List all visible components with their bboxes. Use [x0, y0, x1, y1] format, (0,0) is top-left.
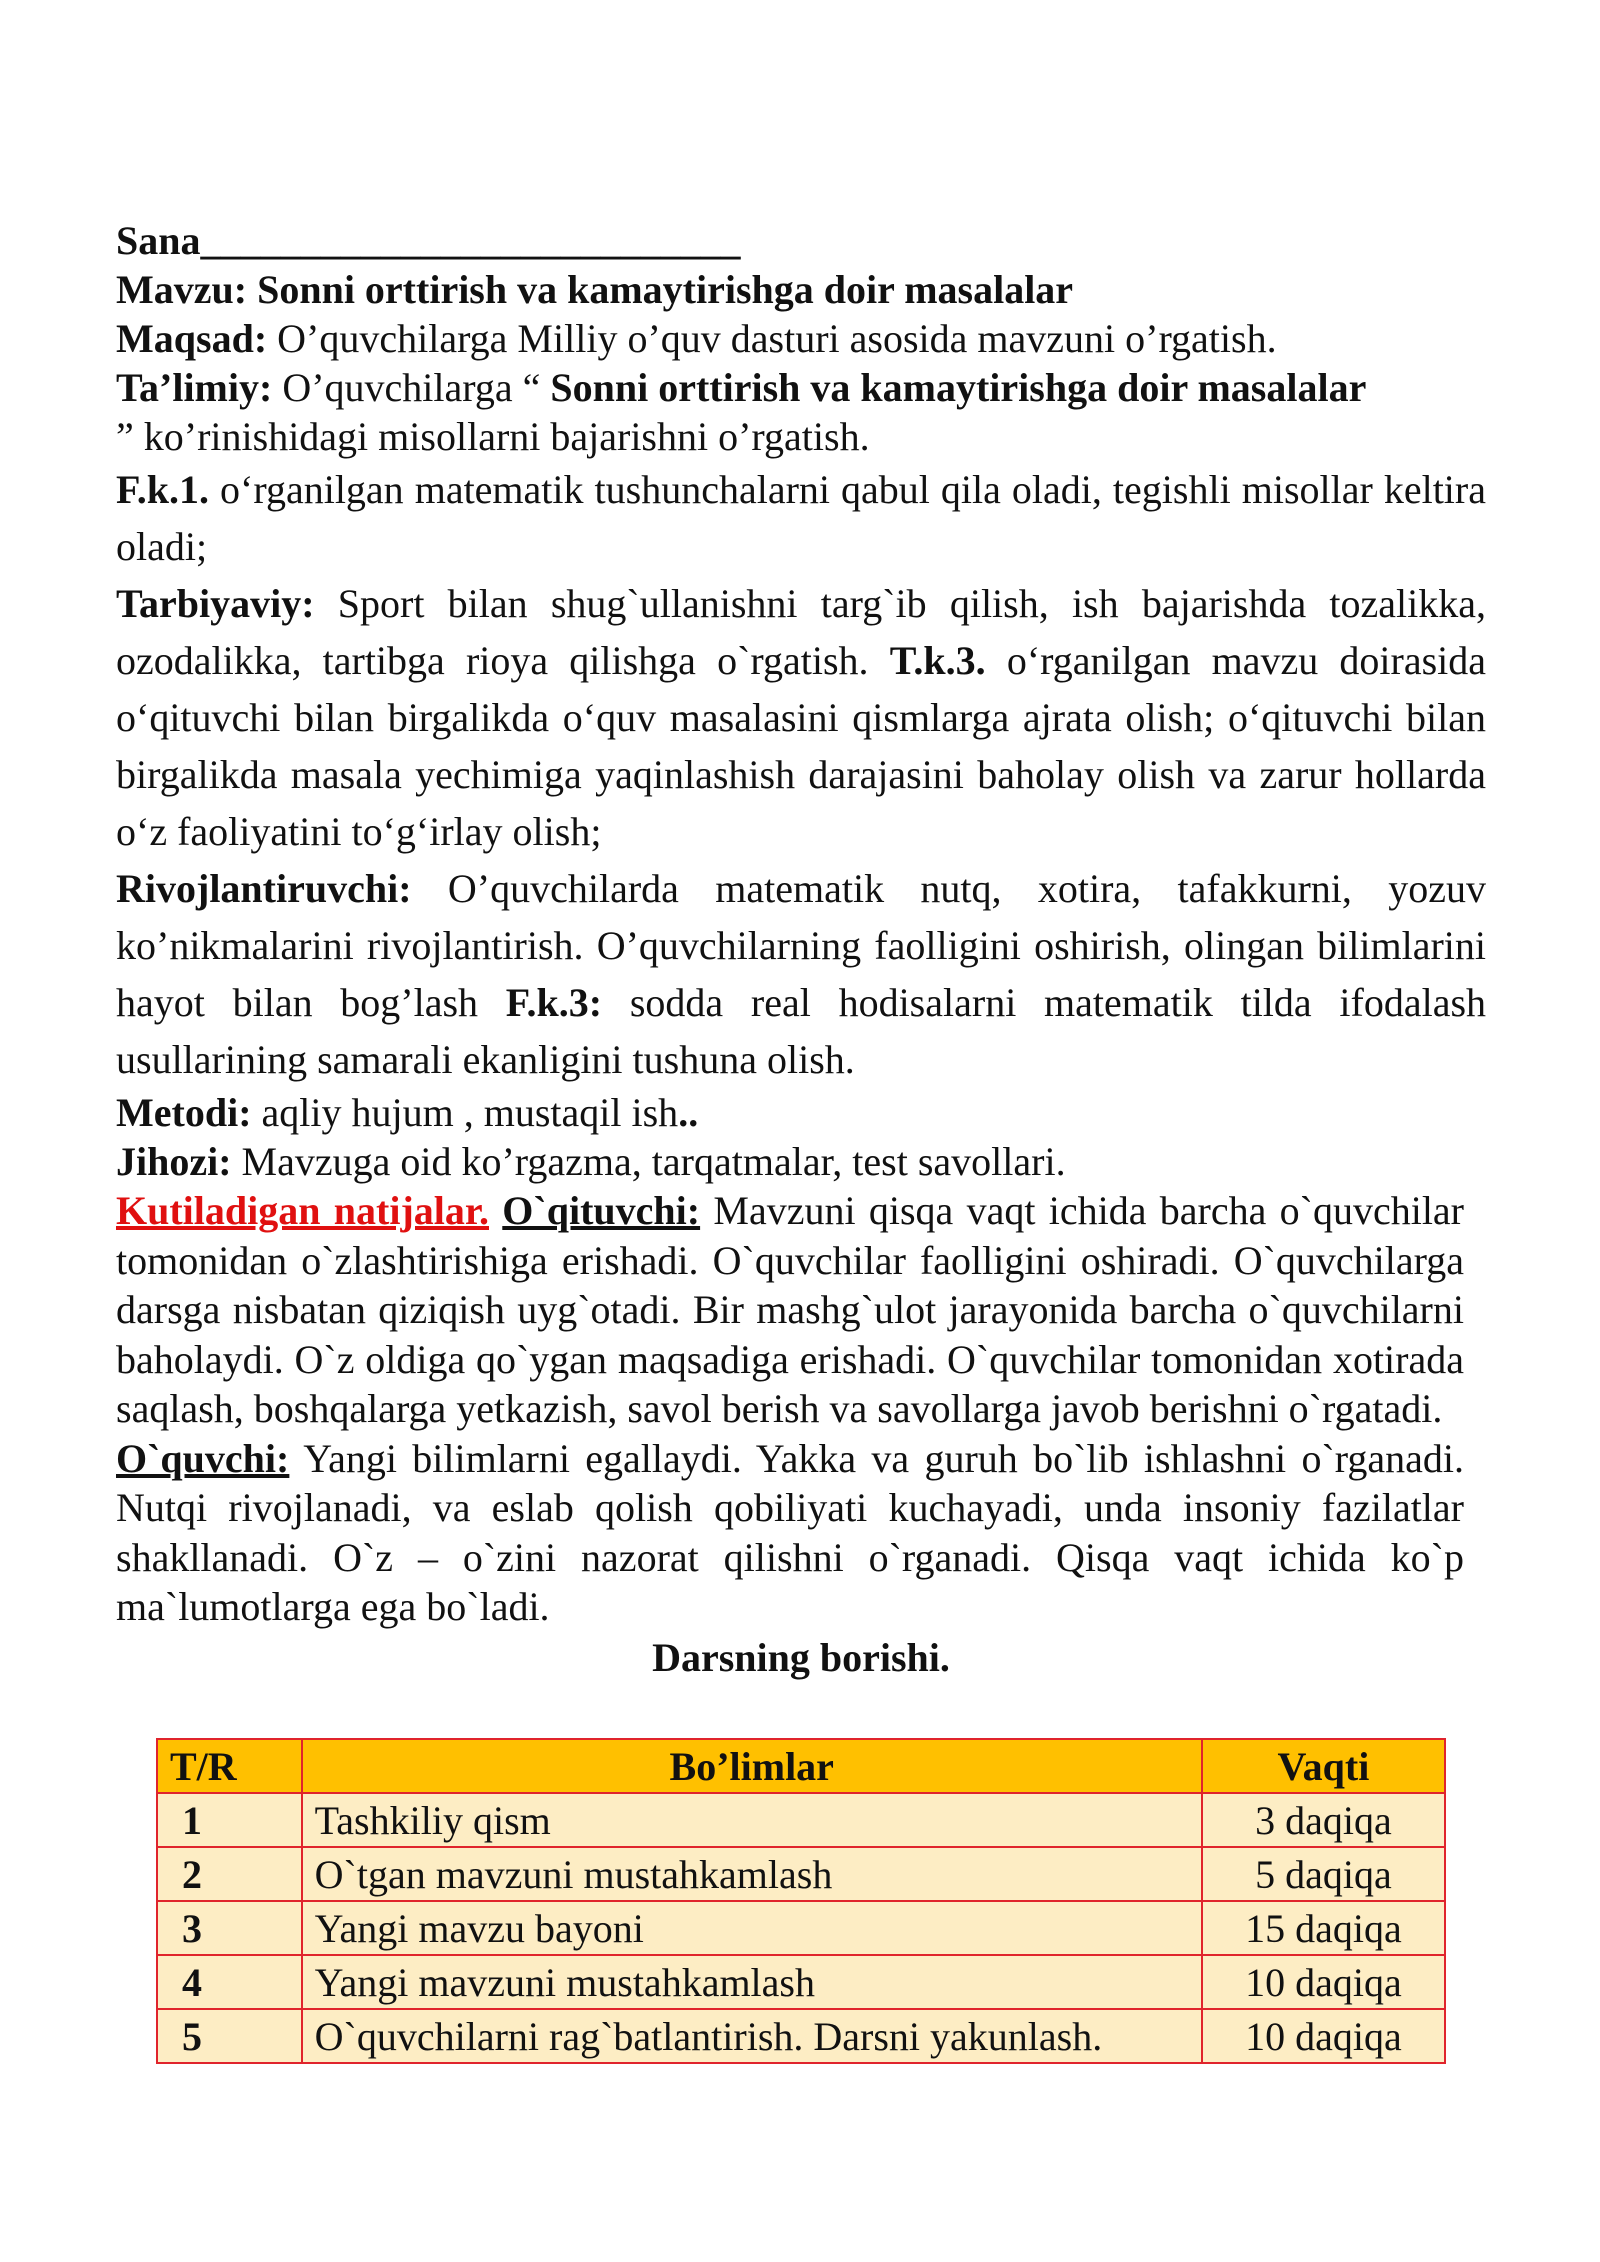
- table-row: [157, 1955, 1445, 2009]
- header-sections: Bo’limlar: [302, 1739, 1202, 1793]
- fk3-label: F.k.3:: [505, 980, 603, 1025]
- row-time: 5 daqiqa: [1202, 1847, 1445, 1901]
- table-row: [157, 1901, 1445, 1955]
- educational-text-a: O’quvchilarga “: [282, 365, 551, 410]
- fk1-paragraph: [116, 461, 1486, 575]
- student-text: Yangi bilimlarni egallaydi. Yakka va guruh bo`lib ishlashni o`rganadi. Nutqi rivojlanadi, va eslab qolish qobiliyati kuchayadi, unda insoniy fazilatlar shakllanadi. O`z – o`zini nazorat qilishni o`rganadi. Qisqa vaqt ichida ko`p ma`lumotlarga ega bo`ladi.: [116, 1435, 1465, 1629]
- educational-label: Ta’limiy:: [116, 365, 273, 410]
- upbringing-label: Tarbiyaviy:: [116, 581, 315, 626]
- goal-text: O’quvchilarga Milliy o’quv dasturi asosida mavzuni o’rgatish.: [277, 316, 1277, 361]
- upbringing-paragraph: [116, 575, 1486, 860]
- methods-line: [116, 1088, 1486, 1137]
- fk1-text: o‘rganilgan matematik tushunchalarni qabul qila oladi, tegishli misollar keltira oladi;: [116, 467, 1486, 569]
- header-time: Vaqti: [1202, 1739, 1445, 1793]
- topic-text: Sonni orttirish va kamaytirishga doir masalalar: [257, 267, 1074, 312]
- row-number: 4: [157, 1955, 302, 2009]
- row-time: 10 daqiqa: [1202, 1955, 1445, 2009]
- developmental-paragraph: [116, 860, 1486, 1088]
- date-line: [116, 216, 1486, 265]
- teacher-text: Mavzuni qisqa vaqt ichida barcha o`quvchilar tomonidan o`zlashtirishiga erishadi. O`quvchilar faolligini oshiradi. O`quvchilarga darsga nisbatan qiziqish uyg`otadi. Bir mashg`ulot jarayonida barcha o`quvchilarni baholaydi. O`z oldiga qo`ygan maqsadiga erishadi. O`quvchilar tomonidan xotirada saqlash, boshqalarga yetkazish, savol berish va savollarga javob berishni o`rgatadi.: [116, 1188, 1465, 1431]
- row-number: 3: [157, 1901, 302, 1955]
- equipment-line: [116, 1137, 1486, 1186]
- developmental-text-b: sodda real hodisalarni matematik tilda ifodalash usullarining samarali ekanligini tushuna olish.: [116, 980, 1487, 1082]
- table-row: [157, 2009, 1445, 2063]
- upbringing-text-a: Sport bilan shug`ullanishni targ`ib qilish, ish bajarishda tozalikka, ozodalikka, tartibga rioya qilishga o`rgatish.: [116, 581, 1487, 683]
- lesson-plan-title: Darsning borishi.: [652, 1634, 950, 1680]
- student-label: O`quvchi:: [116, 1435, 290, 1481]
- row-number: 2: [157, 1847, 302, 1901]
- educational-bold: Sonni orttirish va kamaytirishga doir masalalar: [550, 365, 1367, 410]
- methods-label: Metodi:: [116, 1090, 252, 1135]
- developmental-label: Rivojlantiruvchi:: [116, 866, 412, 911]
- date-blank: ___________________________: [200, 218, 741, 263]
- row-section: O`quvchilarni rag`batlantirish. Darsni yakunlash.: [302, 2009, 1202, 2063]
- educational-text-b: ” ko’rinishidagi misollarni bajarishni o’rgatish.: [116, 414, 870, 459]
- table-row: [157, 1793, 1445, 1847]
- student-paragraph: [116, 1434, 1464, 1632]
- row-section: Yangi mavzuni mustahkamlash: [302, 1955, 1202, 2009]
- row-time: 10 daqiqa: [1202, 2009, 1445, 2063]
- row-number: 1: [157, 1793, 302, 1847]
- equipment-text: Mavzuga oid ko’rgazma, tarqatmalar, test savollari.: [241, 1139, 1066, 1184]
- developmental-text-a: O’quvchilarda matematik nutq, xotira, tafakkurni, yozuv ko’nikmalarini rivojlantirish. O’quvchilarning faolligini oshirish, olingan bilimlarini hayot bilan bog’lash: [116, 866, 1486, 1025]
- upbringing-text-b: o‘rganilgan mavzu doirasida o‘qituvchi bilan birgalikda o‘quv masalasini qismlarga ajrata olish; o‘qituvchi bilan birgalikda masala yechimiga yaqinlashish darajasini baholay olish va zarur hollarda o‘z faoliyatini to‘g‘irlay olish;: [116, 638, 1487, 854]
- table-row: [157, 1847, 1445, 1901]
- date-label: Sana: [116, 218, 201, 263]
- expected-results-label: Kutiladigan natijalar.: [116, 1188, 489, 1233]
- expected-results-paragraph: [116, 1186, 1464, 1434]
- topic-label: Mavzu:: [116, 267, 248, 312]
- methods-text: aqliy hujum , mustaqil ish: [261, 1090, 679, 1135]
- row-time: 15 daqiqa: [1202, 1901, 1445, 1955]
- fk1-label: F.k.1.: [116, 467, 210, 512]
- row-section: Tashkiliy qism: [302, 1793, 1202, 1847]
- row-time: 3 daqiqa: [1202, 1793, 1445, 1847]
- topic-line: [116, 265, 1486, 314]
- tk3-label: T.k.3.: [889, 638, 986, 683]
- teacher-label: O`qituvchi:: [502, 1188, 701, 1233]
- row-number: 5: [157, 2009, 302, 2063]
- educational-paragraph: [116, 363, 1486, 461]
- methods-tail: ..: [678, 1090, 699, 1135]
- goal-label: Maqsad:: [116, 316, 268, 361]
- table-header-row: [157, 1739, 1445, 1793]
- lesson-plan-table: [156, 1738, 1446, 2064]
- row-section: Yangi mavzu bayoni: [302, 1901, 1202, 1955]
- header-tr: T/R: [157, 1739, 302, 1793]
- row-section: O`tgan mavzuni mustahkamlash: [302, 1847, 1202, 1901]
- goal-line: [116, 314, 1486, 363]
- equipment-label: Jihozi:: [116, 1139, 232, 1184]
- document-page: [116, 216, 1486, 1684]
